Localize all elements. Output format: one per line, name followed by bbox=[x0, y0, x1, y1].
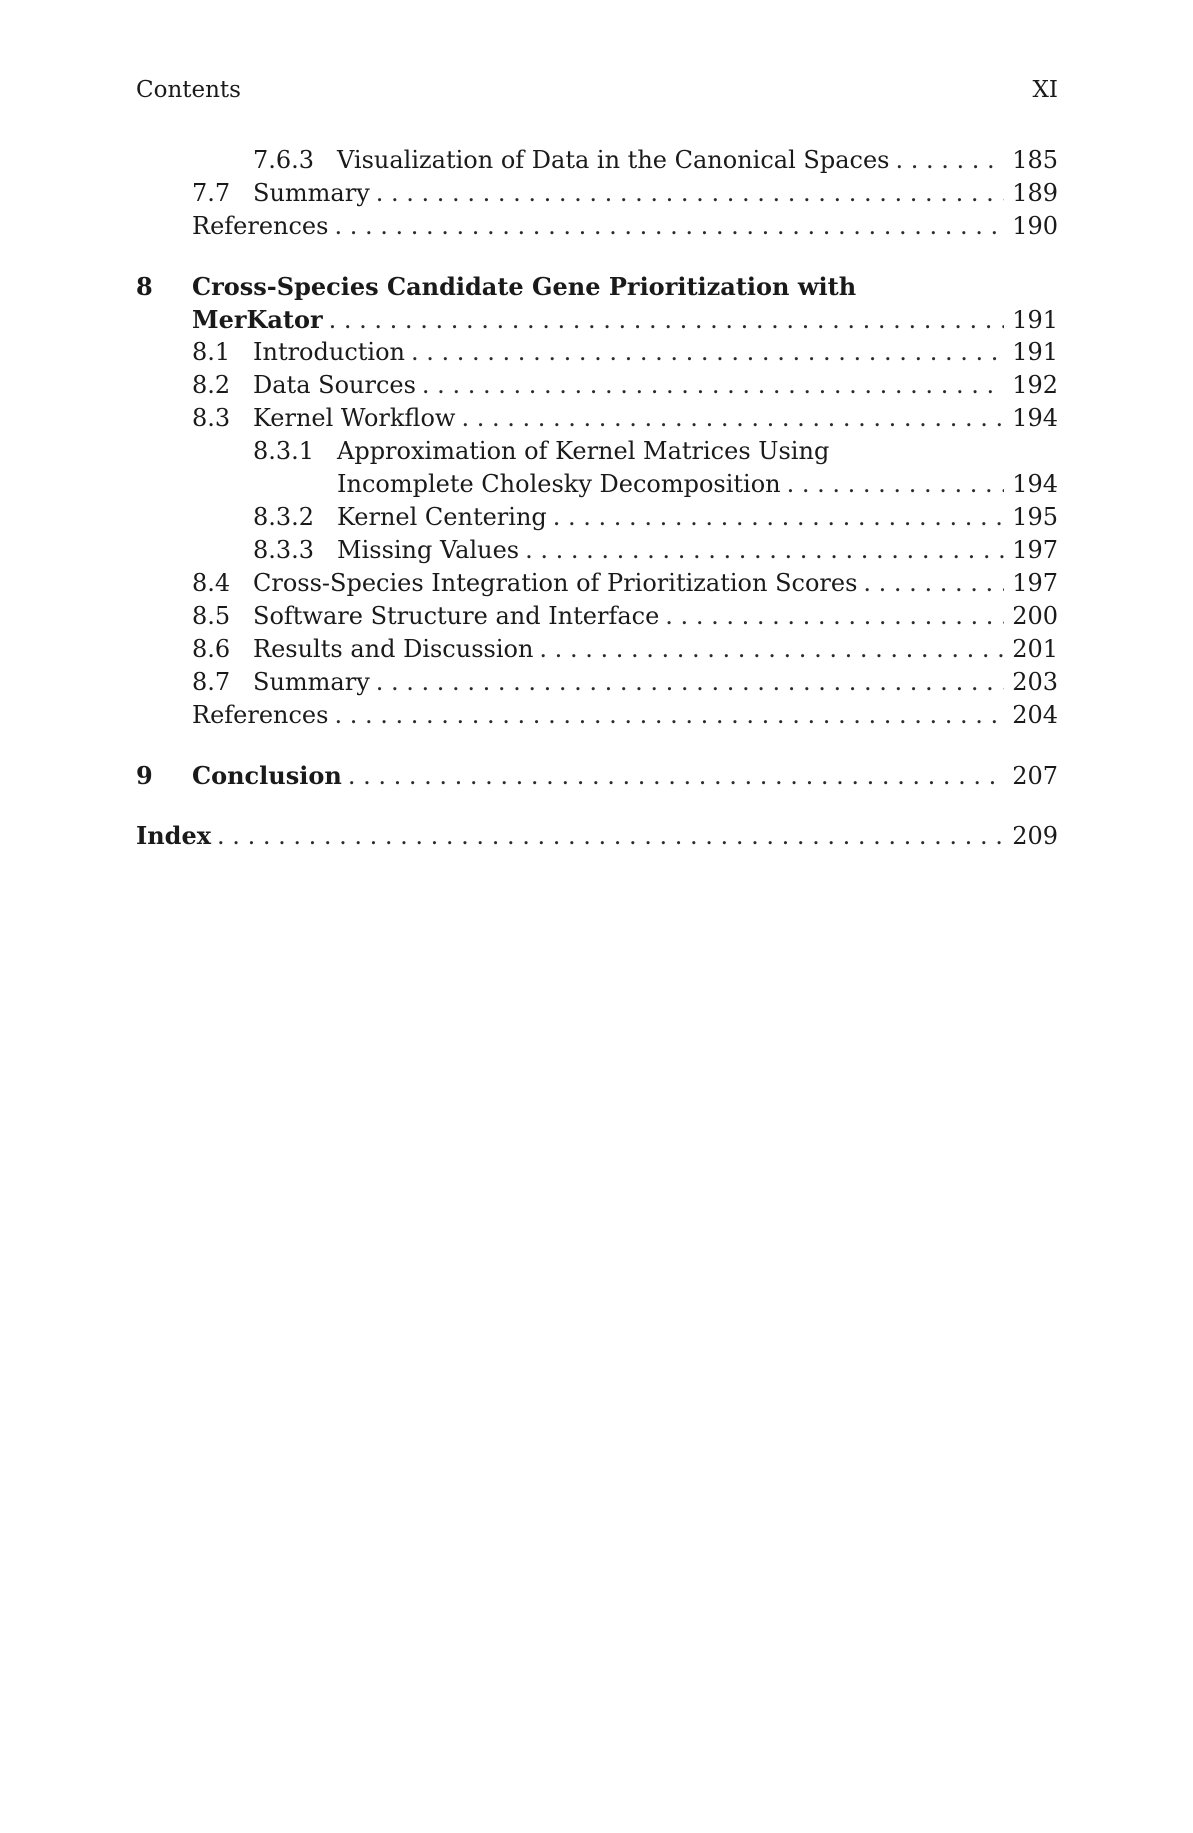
toc-entry-page: 197 bbox=[1012, 536, 1058, 564]
dot-leader bbox=[895, 144, 1004, 177]
toc-entry-title: Data Sources bbox=[253, 371, 416, 399]
toc-entry-title-line2: Incomplete Cholesky Decomposition bbox=[337, 470, 781, 498]
toc-entry-page: 194 bbox=[1012, 404, 1058, 432]
toc-chapter-title-line1: Cross-Species Candidate Gene Prioritization with bbox=[192, 272, 857, 301]
toc-entry-7-6-3[interactable] bbox=[136, 144, 1058, 177]
toc-chapter-title: Conclusion bbox=[192, 761, 342, 790]
toc-entry-page: 185 bbox=[1012, 146, 1058, 174]
toc-entry-title-line1: Approximation of Kernel Matrices Using bbox=[337, 437, 830, 465]
toc-entry-number: 7.6.3 bbox=[253, 146, 315, 174]
dot-leader bbox=[539, 633, 1004, 666]
toc-entry-8-3-2[interactable] bbox=[136, 501, 1058, 534]
toc-entry-number: 7.7 bbox=[192, 179, 231, 207]
dot-leader bbox=[665, 600, 1004, 633]
dot-leader bbox=[525, 534, 1004, 567]
toc-entry-number: 8.3.3 bbox=[253, 536, 315, 564]
toc-entry-page: 192 bbox=[1012, 371, 1058, 399]
toc-entry-number: 8.4 bbox=[192, 569, 231, 597]
toc-chapter-8[interactable] bbox=[136, 270, 1058, 303]
toc-entry-title: Visualization of Data in the Canonical Spaces bbox=[337, 146, 890, 174]
toc-entry-8-7[interactable] bbox=[136, 666, 1058, 699]
toc-entry-8-5[interactable] bbox=[136, 600, 1058, 633]
toc-entry-8-3-1[interactable] bbox=[136, 435, 1058, 468]
toc-chapter-number: 8 bbox=[136, 272, 153, 301]
toc-entry-7-7[interactable] bbox=[136, 177, 1058, 210]
toc-entry-8-6[interactable] bbox=[136, 633, 1058, 666]
toc-entry-number: 8.3.2 bbox=[253, 503, 315, 531]
toc-entry-title: Kernel Centering bbox=[337, 503, 547, 531]
toc-entry-title: Cross-Species Integration of Prioritization Scores bbox=[253, 569, 858, 597]
dot-leader bbox=[334, 210, 1004, 243]
dot-leader bbox=[329, 304, 1005, 337]
toc-entry-title: References bbox=[192, 212, 329, 240]
toc-entry-references-7[interactable] bbox=[136, 210, 1058, 243]
toc-chapter-title-line2: MerKator bbox=[192, 305, 323, 334]
toc-entry-page: 204 bbox=[1012, 701, 1058, 729]
toc-entry-title: Software Structure and Interface bbox=[253, 602, 660, 630]
toc-entry-title: References bbox=[192, 701, 329, 729]
toc-entry-8-3-1-continued[interactable] bbox=[136, 468, 1058, 501]
toc-entry-page: 207 bbox=[1012, 762, 1058, 790]
toc-chapter-9[interactable] bbox=[136, 759, 1058, 792]
toc-entry-page: 197 bbox=[1012, 569, 1058, 597]
toc-entry-number: 8.2 bbox=[192, 371, 231, 399]
dot-leader bbox=[376, 666, 1004, 699]
toc-entry-number: 8.3 bbox=[192, 404, 231, 432]
toc-entry-8-3[interactable] bbox=[136, 402, 1058, 435]
toc-entry-number: 8.6 bbox=[192, 635, 231, 663]
dot-leader bbox=[863, 567, 1004, 600]
toc-entry-number: 8.1 bbox=[192, 338, 231, 366]
dot-leader bbox=[376, 177, 1004, 210]
toc-entry-title: Summary bbox=[253, 179, 370, 207]
running-head-title: Contents bbox=[136, 77, 241, 103]
toc-entry-8-4[interactable] bbox=[136, 567, 1058, 600]
toc-entry-8-2[interactable] bbox=[136, 369, 1058, 402]
dot-leader bbox=[553, 501, 1004, 534]
dot-leader bbox=[461, 402, 1004, 435]
toc-entry-page: 200 bbox=[1012, 602, 1058, 630]
toc-entry-page: 203 bbox=[1012, 668, 1058, 696]
toc-entry-number: 8.7 bbox=[192, 668, 231, 696]
toc-entry-page: 189 bbox=[1012, 179, 1058, 207]
dot-leader bbox=[411, 336, 1004, 369]
toc-index[interactable] bbox=[136, 819, 1058, 852]
table-of-contents bbox=[136, 144, 1058, 852]
toc-entry-page: 209 bbox=[1012, 822, 1058, 850]
toc-entry-title: Summary bbox=[253, 668, 370, 696]
page-number: XI bbox=[1032, 77, 1058, 103]
toc-entry-page: 195 bbox=[1012, 503, 1058, 531]
toc-entry-number: 8.5 bbox=[192, 602, 231, 630]
toc-entry-title: Results and Discussion bbox=[253, 635, 534, 663]
toc-entry-page: 190 bbox=[1012, 212, 1058, 240]
dot-leader bbox=[217, 820, 1004, 853]
dot-leader bbox=[787, 468, 1005, 501]
toc-entry-page: 191 bbox=[1012, 306, 1058, 334]
dot-leader bbox=[348, 760, 1004, 793]
toc-chapter-number: 9 bbox=[136, 761, 153, 790]
toc-entry-title: Introduction bbox=[253, 338, 405, 366]
toc-entry-references-8[interactable] bbox=[136, 699, 1058, 732]
toc-entry-page: 201 bbox=[1012, 635, 1058, 663]
toc-entry-8-1[interactable] bbox=[136, 336, 1058, 369]
toc-entry-8-3-3[interactable] bbox=[136, 534, 1058, 567]
dot-leader bbox=[422, 369, 1004, 402]
running-head bbox=[136, 72, 1058, 108]
toc-index-title: Index bbox=[136, 821, 212, 850]
toc-entry-page: 191 bbox=[1012, 338, 1058, 366]
dot-leader bbox=[334, 699, 1004, 732]
toc-entry-title: Missing Values bbox=[337, 536, 520, 564]
toc-chapter-8-continued[interactable] bbox=[136, 303, 1058, 336]
toc-entry-title: Kernel Workflow bbox=[253, 404, 456, 432]
toc-entry-number: 8.3.1 bbox=[253, 437, 315, 465]
toc-entry-page: 194 bbox=[1012, 470, 1058, 498]
